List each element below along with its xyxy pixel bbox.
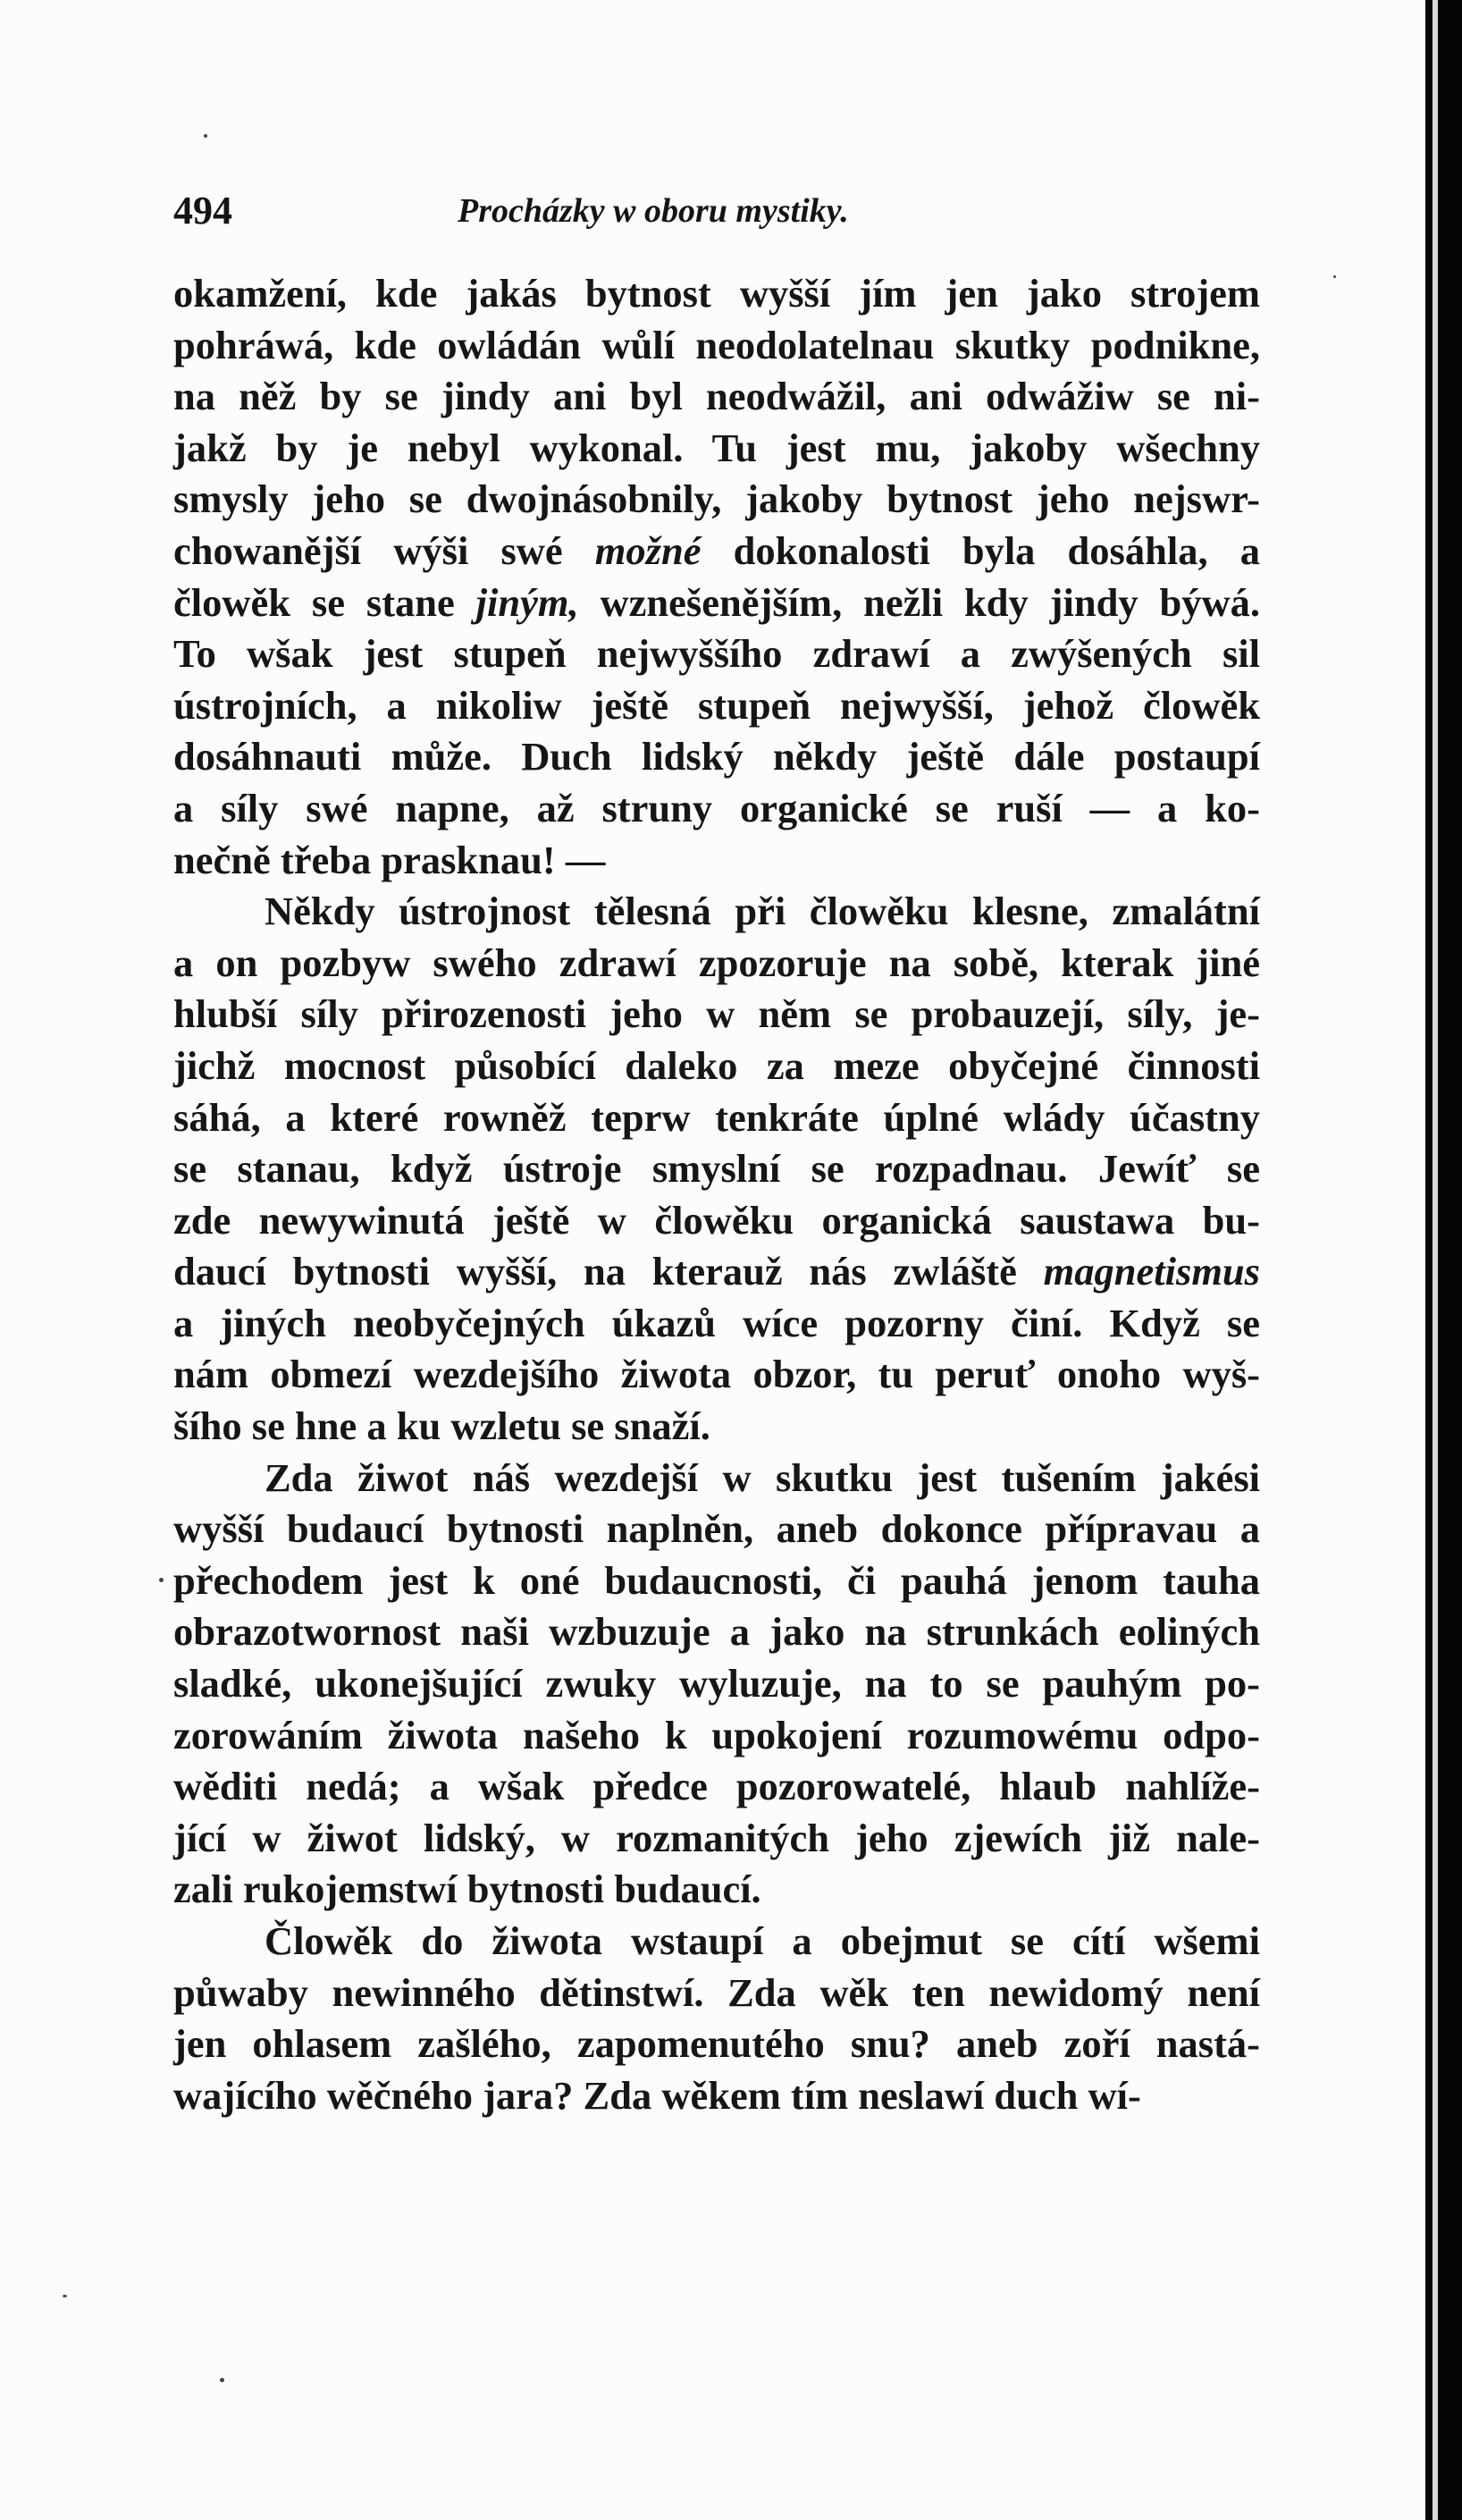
text-line: přechodem jest k oné budaucnosti, či pauhá jenom tauha bbox=[173, 1557, 1260, 1603]
text-line: jící w žiwot lidský, w rozmanitých jeho zjewích již nale- bbox=[173, 1815, 1260, 1860]
text-line: chowanější wýši swé možné dokonalosti byla dosáhla, a bbox=[173, 527, 1260, 573]
text-line: zorowáním žiwota našeho k upokojení rozumowému odpo- bbox=[173, 1712, 1260, 1757]
text-line: zali rukojemstwí bytnosti budaucí. bbox=[173, 1867, 761, 1912]
page-header bbox=[173, 188, 1273, 241]
text-line: zde newywinutá ještě w člowěku organická saustawa bu- bbox=[173, 1197, 1260, 1243]
body-text bbox=[173, 268, 1260, 2121]
text-line: a síly swé napne, až struny organické se ruší — a ko- bbox=[173, 785, 1260, 830]
text-line: a jiných neobyčejných úkazů wíce pozorny činí. Když se bbox=[173, 1300, 1260, 1345]
text-line: daucí bytnosti wyšší, na kterauž nás zwláště magnetismus bbox=[173, 1249, 1260, 1294]
print-speck bbox=[63, 2295, 67, 2297]
print-speck bbox=[159, 1578, 164, 1582]
page-number: 494 bbox=[173, 189, 232, 232]
text-line: a on pozbyw swého zdrawí zpozoruje na sobě, kterak jiné bbox=[173, 940, 1260, 985]
text-line: jen ohlasem zašlého, zapomenutého snu? aneb zoří nastá- bbox=[173, 2021, 1260, 2067]
text-line: sáhá, a které rowněž teprw tenkráte úplné wlády účastny bbox=[173, 1094, 1260, 1140]
text-line: nám obmezí wezdejšího žiwota obzor, tu peruť onoho wyš- bbox=[173, 1352, 1260, 1397]
text-line: dosáhnauti může. Duch lidský někdy ještě dále postaupí bbox=[173, 734, 1260, 780]
text-line: Zda žiwot náš wezdejší w skutku jest tušením jakési bbox=[265, 1454, 1260, 1500]
text-line: na něž by se jindy ani byl neodwážil, ani odwážiw se ni- bbox=[173, 374, 1260, 419]
text-line: obrazotwornost naši wzbuzuje a jako na strunkách eoliných bbox=[173, 1609, 1260, 1655]
text-line: Někdy ústrojnost tělesná při člowěku klesne, zmalátní bbox=[265, 889, 1260, 934]
print-speck bbox=[220, 2378, 224, 2382]
text-line: jakž by je nebyl wykonal. Tu jest mu, jakoby wšechny bbox=[173, 425, 1260, 470]
text-line: nečně třeba prasknau! — bbox=[173, 837, 606, 882]
text-line: člowěk se stane jiným, wznešenějším, nežli kdy jindy býwá. bbox=[173, 579, 1260, 625]
text-line: smysly jeho se dwojnásobnily, jakoby bytnost jeho nejswr- bbox=[173, 476, 1260, 522]
text-line: šího se hne a ku wzletu se snaží. bbox=[173, 1403, 710, 1449]
page-edge-shadow bbox=[1425, 0, 1462, 2520]
text-line: se stanau, když ústroje smyslní se rozpadnau. Jewíť se bbox=[173, 1146, 1260, 1192]
text-line: pohráwá, kde owládán wůlí neodolatelnau skutky podnikne, bbox=[173, 322, 1260, 367]
text-line: wěditi nedá; a wšak předce pozorowatelé, hlaub nahlíže- bbox=[173, 1764, 1260, 1809]
text-line: wajícího wěčného jara? Zda wěkem tím neslawí duch wí- bbox=[173, 2072, 1141, 2118]
text-line: wyšší budaucí bytnosti naplněn, aneb dokonce přípravau a bbox=[173, 1506, 1260, 1552]
text-line: To wšak jest stupeň nejwyššího zdrawí a zwýšených sil bbox=[173, 631, 1260, 677]
page-edge-highlight bbox=[1433, 0, 1438, 2520]
print-speck bbox=[204, 134, 207, 138]
running-head: Procházky w oboru mystiky. bbox=[458, 192, 849, 230]
text-line: hlubší síly přirozenosti jeho w něm se probauzejí, síly, je- bbox=[173, 991, 1260, 1037]
text-line: jichž mocnost působící daleko za meze obyčejné činnosti bbox=[173, 1042, 1260, 1088]
text-line: půwaby newinného dětinstwí. Zda wěk ten newidomý není bbox=[173, 1969, 1260, 2015]
text-line: okamžení, kde jakás bytnost wyšší jím jen jako strojem bbox=[173, 271, 1260, 316]
print-speck bbox=[1333, 275, 1336, 278]
text-line: ústrojních, a nikoliw ještě stupeň nejwyšší, jehož člowěk bbox=[173, 682, 1260, 728]
text-line: Člowěk do žiwota wstaupí a obejmut se cítí wšemi bbox=[265, 1918, 1260, 1963]
text-line: sladké, ukonejšující zwuky wyluzuje, na to se pauhým po- bbox=[173, 1661, 1260, 1707]
